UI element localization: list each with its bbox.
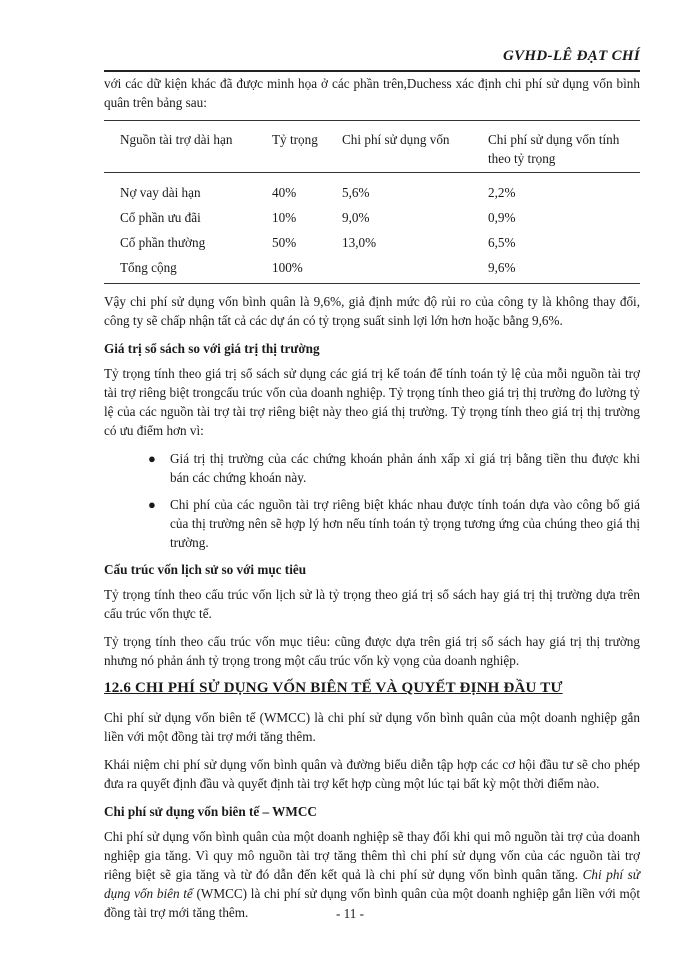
header-text: GVHD-LÊ ĐẠT CHÍ xyxy=(502,48,640,64)
list-item xyxy=(148,449,640,487)
table-header-cell: Chi phí sử dụng vốn xyxy=(342,121,488,173)
table-cell: 5,6% xyxy=(342,185,370,200)
table-row xyxy=(104,205,640,230)
table-cell: 10% xyxy=(272,210,297,225)
table-cell: Cổ phần thường xyxy=(120,235,206,250)
list-item-text: Chi phí của các nguồn tài trợ riêng biệt khác nhau được tính toán dựa vào công bố giá của thị trường nên sẽ hợp lý hơn nếu tính toán tỷ trọng tương ứng của chúng theo giá thị trường. xyxy=(170,497,640,550)
table-cell: 9,6% xyxy=(488,260,516,275)
table-cell: 9,0% xyxy=(342,210,370,225)
wmcc-definition-paragraph: Chi phí sử dụng vốn biên tế (WMCC) là chi phí sử dụng vốn bình quân của một doanh nghiệp gắn liền với một đồng tài trợ mới tăng thêm. xyxy=(104,710,640,744)
wacc-table xyxy=(104,120,640,284)
table-cell: 100% xyxy=(272,260,303,275)
wmcc-text-part-1: Chi phí sử dụng vốn bình quân của một doanh nghiệp sẽ thay đổi khi qui mô nguồn tài trợ của doanh nghiệp gia tăng. Vì quy mô nguồn tài trợ tăng thêm thì chi phí sử dụng vốn của các nguồn tài trợ riêng biệt sẽ gia tăng và từ đó dẫn đến kết quả là chi phí sử dụng vốn bình quân tăng. xyxy=(104,829,640,882)
table-cell: 6,5% xyxy=(488,235,516,250)
table-header-cell: Tỷ trọng xyxy=(272,121,342,173)
conclusion-paragraph: Vậy chi phí sử dụng vốn bình quân là 9,6%, giả định mức độ rủi ro của công ty là không thay đổi, công ty sẽ chấp nhận tất cả các dự án có tỷ trọng suất sinh lợi lớn hơn hoặc bằng 9,6%. xyxy=(104,294,640,328)
table-cell: 2,2% xyxy=(488,185,516,200)
table-header-row xyxy=(104,121,640,173)
table-cell xyxy=(342,255,488,284)
table-row xyxy=(104,230,640,255)
heading-wmcc: Chi phí sử dụng vốn biên tế – WMCC xyxy=(104,804,317,819)
list-item xyxy=(148,495,640,552)
page-content xyxy=(104,74,640,931)
table-cell: 50% xyxy=(272,235,297,250)
page-number: - 11 - xyxy=(335,906,365,921)
table-header-cell: Chi phí sử dụng vốn tính theo tỷ trọng xyxy=(488,121,640,173)
heading-book-vs-market: Giá trị sổ sách so với giá trị thị trường xyxy=(104,341,320,356)
wmcc-concept-paragraph: Khái niệm chi phí sử dụng vốn bình quân và đường biểu diễn tập hợp các cơ hội đầu tư sẽ cho phép đưa ra quyết định đầu và quyết định tài trợ kết hợp cùng một lúc tại bất kỳ một thời điểm nào. xyxy=(104,757,640,791)
bullet-icon: ● xyxy=(148,451,156,466)
page-header xyxy=(104,40,640,72)
table-row-total xyxy=(104,255,640,284)
advantages-list xyxy=(104,449,640,552)
table-cell: 0,9% xyxy=(488,210,516,225)
table-cell: Nợ vay dài hạn xyxy=(120,185,201,200)
table-cell: 13,0% xyxy=(342,235,377,250)
bullet-icon: ● xyxy=(148,497,156,512)
target-structure-paragraph: Tỷ trọng tính theo cấu trúc vốn mục tiêu: cũng được dựa trên giá trị sổ sách hay giá trị thị trường nhưng nó phản ánh tỷ trọng trong một cấu trúc vốn kỳ vọng của doanh nghiệp. xyxy=(104,634,640,668)
heading-capital-structure: Cấu trúc vốn lịch sử so với mục tiêu xyxy=(104,562,307,577)
table-cell: 40% xyxy=(272,185,297,200)
table-cell: Cổ phần ưu đãi xyxy=(120,210,201,225)
historical-structure-paragraph: Tỷ trọng tính theo cấu trúc vốn lịch sử là tỷ trọng theo giá trị sổ sách hay giá trị thị trường dựa trên cấu trúc vốn thực tế. xyxy=(104,587,640,621)
wmcc-text-part-2: (WMCC) là chi phí sử dụng vốn bình quân của một doanh nghiệp gắn liền với một đồng tài trợ mới tăng thêm. xyxy=(104,886,641,920)
section-heading-12-6: 12.6 CHI PHÍ SỬ DỤNG VỐN BIÊN TẾ VÀ QUYẾT ĐỊNH ĐẦU TƯ xyxy=(104,680,563,696)
intro-paragraph: với các dữ kiện khác đã được minh họa ở các phần trên,Duchess xác định chi phí sử dụng vốn bình quân trên bảng sau: xyxy=(104,76,640,110)
list-item-text: Giá trị thị trường của các chứng khoán phản ánh xấp xỉ giá trị bằng tiền thu được khi bán các chứng khoán này. xyxy=(170,451,640,485)
table-header-cell: Nguồn tài trợ dài hạn xyxy=(104,121,272,173)
table-cell: Tổng cộng xyxy=(120,260,177,275)
wmcc-term-emphasis: Chi phí sử dụng vốn biên tế xyxy=(104,867,640,901)
book-vs-market-paragraph: Tỷ trọng tính theo giá trị sổ sách sử dụng các giá trị kế toán để tính toán tỷ lệ của mỗi nguồn tài trợ tài trợ riêng biệt trongcấu trúc vốn của doanh nghiệp. Tỷ trọng tính theo giá trị thị trường đo lường tỷ lệ của các nguồn tài trợ tài trợ riêng biệt này theo giá thị trường. Tỷ trọng tính theo giá trị thị trường có ưu điểm hơn vì: xyxy=(104,366,640,438)
table-row xyxy=(104,173,640,206)
